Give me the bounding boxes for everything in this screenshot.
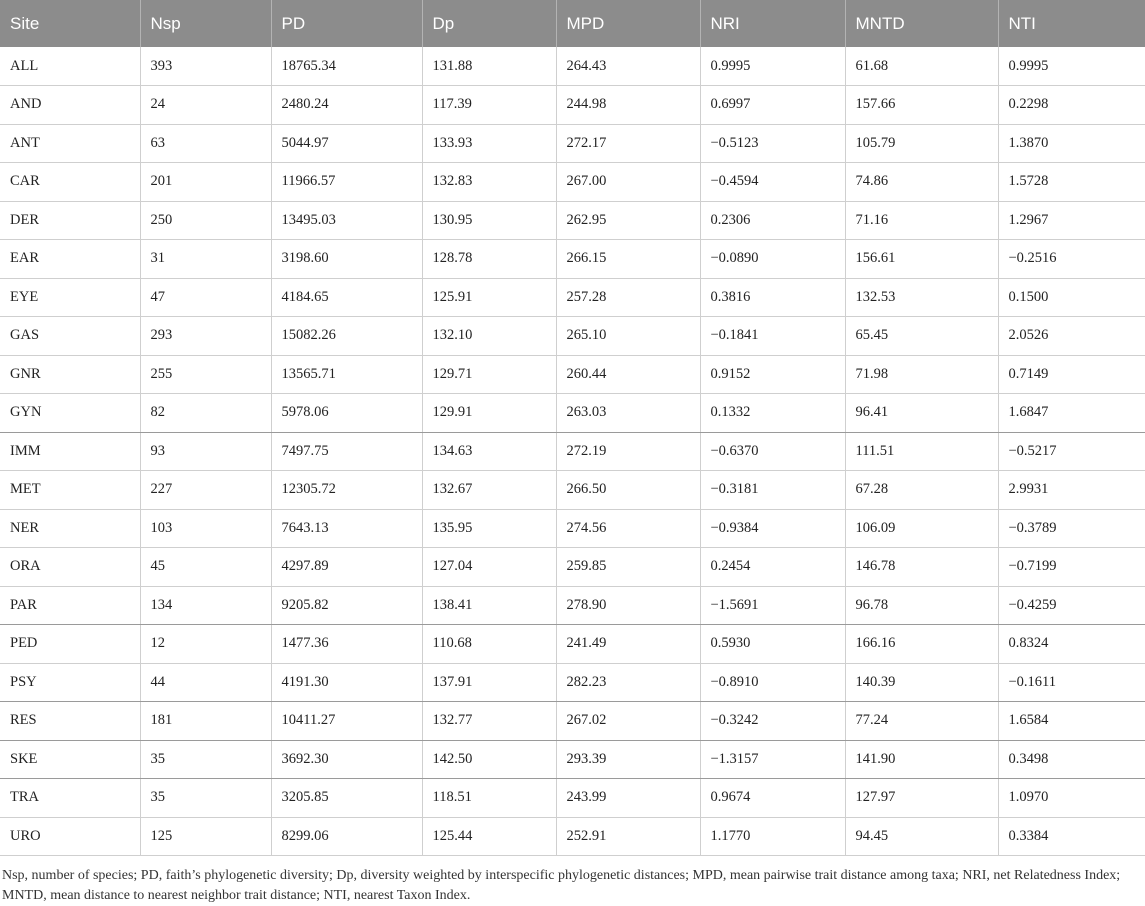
cell-mntd: 146.78	[845, 548, 998, 587]
cell-mpd: 266.50	[556, 471, 700, 510]
cell-site: ORA	[0, 548, 140, 587]
cell-nti: 1.6847	[998, 394, 1145, 433]
cell-site: ALL	[0, 47, 140, 86]
cell-site: EAR	[0, 240, 140, 279]
cell-nsp: 24	[140, 86, 271, 125]
cell-mntd: 105.79	[845, 124, 998, 163]
cell-dp: 129.71	[422, 355, 556, 394]
cell-site: AND	[0, 86, 140, 125]
table-row	[0, 240, 1145, 279]
cell-nti: 0.1500	[998, 278, 1145, 317]
cell-mpd: 263.03	[556, 394, 700, 433]
cell-nti: 0.2298	[998, 86, 1145, 125]
cell-nti: 0.9995	[998, 47, 1145, 86]
cell-pd: 5044.97	[271, 124, 422, 163]
cell-pd: 4191.30	[271, 663, 422, 702]
cell-pd: 10411.27	[271, 702, 422, 741]
column-header-pd: PD	[271, 0, 422, 47]
cell-pd: 5978.06	[271, 394, 422, 433]
column-header-site: Site	[0, 0, 140, 47]
cell-site: PAR	[0, 586, 140, 625]
cell-nti: 1.3870	[998, 124, 1145, 163]
cell-nti: −0.7199	[998, 548, 1145, 587]
table-row	[0, 47, 1145, 86]
table-row	[0, 201, 1145, 240]
cell-pd: 11966.57	[271, 163, 422, 202]
cell-mpd: 243.99	[556, 779, 700, 818]
table-row	[0, 663, 1145, 702]
table-row	[0, 625, 1145, 664]
cell-mpd: 282.23	[556, 663, 700, 702]
cell-dp: 132.77	[422, 702, 556, 741]
cell-dp: 138.41	[422, 586, 556, 625]
cell-nti: 0.7149	[998, 355, 1145, 394]
cell-nti: 1.5728	[998, 163, 1145, 202]
cell-nri: −0.4594	[700, 163, 845, 202]
cell-nsp: 35	[140, 779, 271, 818]
cell-nsp: 250	[140, 201, 271, 240]
cell-mpd: 252.91	[556, 817, 700, 856]
table-footnote: Nsp, number of species; PD, faith’s phylogenetic diversity; Dp, diversity weighted by interspecific phylogenetic distances; MPD, mean pairwise trait distance among taxa; NRI, net Relatedness Index; MNTD, mean distance to nearest neighbor trait distance; NTI, nearest Taxon Index.	[2, 868, 1121, 903]
cell-mntd: 96.41	[845, 394, 998, 433]
cell-site: NER	[0, 509, 140, 548]
cell-site: TRA	[0, 779, 140, 818]
cell-nri: 0.2454	[700, 548, 845, 587]
cell-nti: 1.6584	[998, 702, 1145, 741]
cell-dp: 132.83	[422, 163, 556, 202]
table-body	[0, 47, 1145, 856]
cell-pd: 3205.85	[271, 779, 422, 818]
cell-nti: −0.1611	[998, 663, 1145, 702]
cell-pd: 12305.72	[271, 471, 422, 510]
cell-mntd: 74.86	[845, 163, 998, 202]
cell-nsp: 12	[140, 625, 271, 664]
table-row	[0, 740, 1145, 779]
table-row	[0, 317, 1145, 356]
cell-pd: 4297.89	[271, 548, 422, 587]
cell-site: GNR	[0, 355, 140, 394]
cell-nti: −0.5217	[998, 432, 1145, 471]
cell-dp: 142.50	[422, 740, 556, 779]
table-row	[0, 355, 1145, 394]
cell-site: SKE	[0, 740, 140, 779]
cell-nri: 0.3816	[700, 278, 845, 317]
cell-mpd: 272.19	[556, 432, 700, 471]
cell-mpd: 278.90	[556, 586, 700, 625]
cell-nti: 0.8324	[998, 625, 1145, 664]
cell-nri: 0.5930	[700, 625, 845, 664]
cell-nri: −0.6370	[700, 432, 845, 471]
cell-site: URO	[0, 817, 140, 856]
table-row	[0, 471, 1145, 510]
table-row	[0, 548, 1145, 587]
cell-mntd: 71.16	[845, 201, 998, 240]
cell-nri: −0.3242	[700, 702, 845, 741]
cell-pd: 18765.34	[271, 47, 422, 86]
cell-nri: 0.6997	[700, 86, 845, 125]
cell-site: RES	[0, 702, 140, 741]
cell-dp: 132.10	[422, 317, 556, 356]
table-row	[0, 586, 1145, 625]
cell-site: PSY	[0, 663, 140, 702]
cell-dp: 130.95	[422, 201, 556, 240]
cell-mntd: 77.24	[845, 702, 998, 741]
cell-mpd: 265.10	[556, 317, 700, 356]
column-header-nri: NRI	[700, 0, 845, 47]
cell-mntd: 65.45	[845, 317, 998, 356]
cell-pd: 3198.60	[271, 240, 422, 279]
cell-site: DER	[0, 201, 140, 240]
cell-dp: 131.88	[422, 47, 556, 86]
cell-nsp: 47	[140, 278, 271, 317]
cell-pd: 8299.06	[271, 817, 422, 856]
cell-dp: 134.63	[422, 432, 556, 471]
table-row	[0, 817, 1145, 856]
cell-dp: 125.44	[422, 817, 556, 856]
column-header-mpd: MPD	[556, 0, 700, 47]
cell-nsp: 35	[140, 740, 271, 779]
cell-dp: 128.78	[422, 240, 556, 279]
cell-nsp: 134	[140, 586, 271, 625]
cell-site: MET	[0, 471, 140, 510]
column-header-nti: NTI	[998, 0, 1145, 47]
cell-mpd: 257.28	[556, 278, 700, 317]
cell-nsp: 201	[140, 163, 271, 202]
cell-site: IMM	[0, 432, 140, 471]
table-row	[0, 278, 1145, 317]
cell-nti: 1.0970	[998, 779, 1145, 818]
cell-dp: 117.39	[422, 86, 556, 125]
cell-nsp: 82	[140, 394, 271, 433]
cell-pd: 7643.13	[271, 509, 422, 548]
cell-pd: 13565.71	[271, 355, 422, 394]
cell-mntd: 111.51	[845, 432, 998, 471]
cell-dp: 110.68	[422, 625, 556, 664]
cell-mntd: 94.45	[845, 817, 998, 856]
cell-mntd: 132.53	[845, 278, 998, 317]
cell-nsp: 393	[140, 47, 271, 86]
cell-site: CAR	[0, 163, 140, 202]
cell-mpd: 264.43	[556, 47, 700, 86]
cell-nri: −1.3157	[700, 740, 845, 779]
cell-mntd: 141.90	[845, 740, 998, 779]
cell-mntd: 67.28	[845, 471, 998, 510]
cell-pd: 2480.24	[271, 86, 422, 125]
cell-nri: 0.9674	[700, 779, 845, 818]
cell-mpd: 266.15	[556, 240, 700, 279]
cell-pd: 7497.75	[271, 432, 422, 471]
cell-nri: 0.9152	[700, 355, 845, 394]
cell-mntd: 140.39	[845, 663, 998, 702]
cell-nti: 1.2967	[998, 201, 1145, 240]
cell-site: GAS	[0, 317, 140, 356]
cell-pd: 4184.65	[271, 278, 422, 317]
cell-nsp: 45	[140, 548, 271, 587]
cell-mntd: 71.98	[845, 355, 998, 394]
cell-nti: 2.9931	[998, 471, 1145, 510]
cell-dp: 132.67	[422, 471, 556, 510]
cell-mntd: 166.16	[845, 625, 998, 664]
cell-mpd: 241.49	[556, 625, 700, 664]
cell-mpd: 267.00	[556, 163, 700, 202]
cell-nsp: 103	[140, 509, 271, 548]
cell-mpd: 259.85	[556, 548, 700, 587]
cell-pd: 9205.82	[271, 586, 422, 625]
cell-nsp: 125	[140, 817, 271, 856]
cell-nri: −1.5691	[700, 586, 845, 625]
cell-nti: 0.3498	[998, 740, 1145, 779]
cell-nsp: 293	[140, 317, 271, 356]
cell-nsp: 181	[140, 702, 271, 741]
table-row	[0, 779, 1145, 818]
cell-dp: 118.51	[422, 779, 556, 818]
cell-mpd: 293.39	[556, 740, 700, 779]
cell-nsp: 255	[140, 355, 271, 394]
cell-nri: 0.2306	[700, 201, 845, 240]
cell-site: GYN	[0, 394, 140, 433]
cell-mpd: 244.98	[556, 86, 700, 125]
cell-nri: −0.5123	[700, 124, 845, 163]
cell-site: ANT	[0, 124, 140, 163]
cell-nri: −0.8910	[700, 663, 845, 702]
cell-pd: 13495.03	[271, 201, 422, 240]
cell-mntd: 106.09	[845, 509, 998, 548]
table-row	[0, 702, 1145, 741]
cell-dp: 137.91	[422, 663, 556, 702]
table-row	[0, 394, 1145, 433]
cell-dp: 125.91	[422, 278, 556, 317]
cell-nri: 0.1332	[700, 394, 845, 433]
table-header-row	[0, 0, 1145, 47]
cell-dp: 133.93	[422, 124, 556, 163]
column-header-dp: Dp	[422, 0, 556, 47]
table-row	[0, 509, 1145, 548]
table-row	[0, 163, 1145, 202]
cell-mntd: 96.78	[845, 586, 998, 625]
table-row	[0, 432, 1145, 471]
cell-pd: 15082.26	[271, 317, 422, 356]
cell-mntd: 61.68	[845, 47, 998, 86]
cell-nri: −0.3181	[700, 471, 845, 510]
cell-mntd: 156.61	[845, 240, 998, 279]
cell-mpd: 260.44	[556, 355, 700, 394]
cell-nti: 0.3384	[998, 817, 1145, 856]
cell-mpd: 262.95	[556, 201, 700, 240]
cell-nri: −0.1841	[700, 317, 845, 356]
cell-pd: 1477.36	[271, 625, 422, 664]
cell-mpd: 267.02	[556, 702, 700, 741]
cell-nri: 1.1770	[700, 817, 845, 856]
cell-dp: 127.04	[422, 548, 556, 587]
table-row	[0, 124, 1145, 163]
cell-pd: 3692.30	[271, 740, 422, 779]
cell-site: EYE	[0, 278, 140, 317]
cell-mpd: 272.17	[556, 124, 700, 163]
cell-nsp: 227	[140, 471, 271, 510]
cell-nti: −0.2516	[998, 240, 1145, 279]
cell-nri: 0.9995	[700, 47, 845, 86]
cell-nri: −0.9384	[700, 509, 845, 548]
column-header-mntd: MNTD	[845, 0, 998, 47]
cell-nti: 2.0526	[998, 317, 1145, 356]
cell-dp: 129.91	[422, 394, 556, 433]
column-header-nsp: Nsp	[140, 0, 271, 47]
cell-nsp: 44	[140, 663, 271, 702]
cell-nsp: 31	[140, 240, 271, 279]
cell-nri: −0.0890	[700, 240, 845, 279]
cell-nti: −0.4259	[998, 586, 1145, 625]
cell-mntd: 127.97	[845, 779, 998, 818]
cell-nti: −0.3789	[998, 509, 1145, 548]
cell-mpd: 274.56	[556, 509, 700, 548]
cell-dp: 135.95	[422, 509, 556, 548]
cell-nsp: 63	[140, 124, 271, 163]
cell-mntd: 157.66	[845, 86, 998, 125]
cell-site: PED	[0, 625, 140, 664]
table-row	[0, 86, 1145, 125]
cell-nsp: 93	[140, 432, 271, 471]
